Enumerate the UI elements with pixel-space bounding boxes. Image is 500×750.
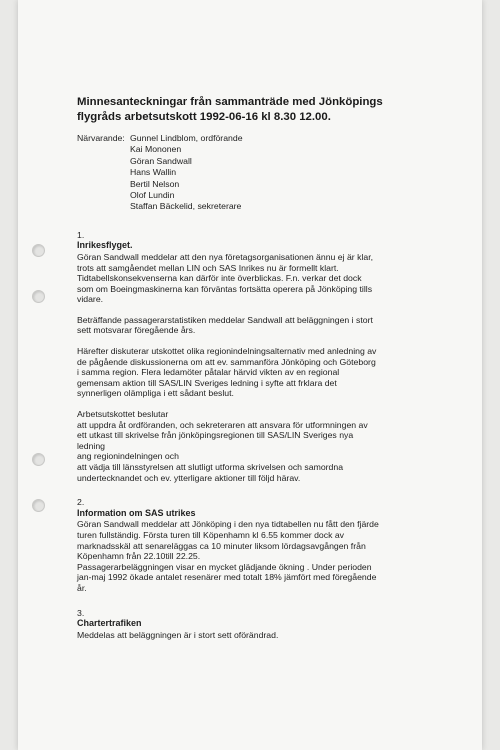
attendee: Gunnel Lindblom, ordförande bbox=[130, 133, 243, 143]
section-sas-utrikes bbox=[77, 497, 437, 593]
document-title: Minnesanteckningar från sammanträde med Jönköpings flygråds arbetsutskott 1992-06-16 kl 8.30 12.00. bbox=[77, 96, 383, 123]
section-chartertrafiken bbox=[77, 608, 437, 641]
attendee-list bbox=[130, 133, 243, 213]
attendance-label: Närvarande: bbox=[77, 133, 125, 143]
attendee: Göran Sandwall bbox=[130, 155, 192, 166]
attendee: Staffan Bäckelid, sekreterare bbox=[130, 201, 242, 212]
paragraph: Härefter diskuterar utskottet olika regionindelningsalternativ med anledning av de pågående diskussionerna om att ev. sammanföra Jönköping och Göteborg i samma region. Flera ledamöter påtalar härvid vikten av en regional gemensam aktion till SAS/LIN Sveriges ledning i syfte att frklara det synnerligen olämpliga i ett sådant beslut. bbox=[77, 346, 377, 399]
paragraph: Göran Sandwall meddelar att den nya företagsorganisationen ännu ej är klar, trots att samgåendet mellan LIN och SAS Inrikes nu är formellt klart. Tidtabellskonsekvenserna kan därför inte överblickas. F.n. verkar det dock som om Boeingmaskinerna kan förväntas fortsätta operera på Jönköping tills vidare. bbox=[77, 251, 374, 305]
punch-hole bbox=[32, 244, 45, 257]
section-heading: Information om SAS utrikes bbox=[77, 507, 196, 518]
paragraph: Göran Sandwall meddelar att Jönköping i den nya tidtabellen nu fått den fjärde turen fullständig. Första turen till Köpenhamn kl 6.55 kommer dock av marknadsskäl att senareläggas ca 10 minuter liksom lördagsavgången från Köpenhamn från 22.10till 22.25. Passagerarbeläggningen visar en mycket glädjande ökning . Under perioden jan-maj 1992 ökade antalet resenärer med totalt 18% jämfört med föregående år. bbox=[77, 519, 379, 593]
punch-hole bbox=[32, 453, 45, 466]
section-number: 2. bbox=[77, 497, 85, 508]
section-number: 3. bbox=[77, 607, 85, 618]
attendee: Bertil Nelson bbox=[130, 178, 180, 189]
document-body bbox=[77, 95, 437, 650]
attendee: Hans Wallin bbox=[130, 167, 177, 178]
attendee: Kai Mononen bbox=[130, 144, 182, 155]
section-heading: Chartertrafiken bbox=[77, 618, 142, 629]
attendee: Olof Lundin bbox=[130, 189, 175, 200]
paragraph: Arbetsutskottet beslutar att uppdra åt ordföranden, och sekreteraren att ansvara för utformningen av ett utkast till skrivelse från jönköpingsregionen till SAS/LIN Sveriges nya ledning ang regionindelningen och att vädja till länsstyrelsen att slutligt utforma skrivelsen och samordna undertecknandet och ev. ytterligare aktioner till följd härav. bbox=[77, 409, 368, 483]
section-number: 1. bbox=[77, 229, 85, 240]
paragraph: Meddelas att beläggningen är i stort sett oförändrad. bbox=[77, 629, 279, 640]
section-heading: Inrikesflyget. bbox=[77, 240, 133, 251]
punch-hole bbox=[32, 499, 45, 512]
section-inrikesflyget bbox=[77, 230, 437, 483]
paragraph: Beträffande passagerarstatistiken meddelar Sandwall att beläggningen i stort sett motsvarar föregående års. bbox=[77, 314, 373, 336]
punch-hole bbox=[32, 290, 45, 303]
attendance-block bbox=[77, 133, 437, 213]
